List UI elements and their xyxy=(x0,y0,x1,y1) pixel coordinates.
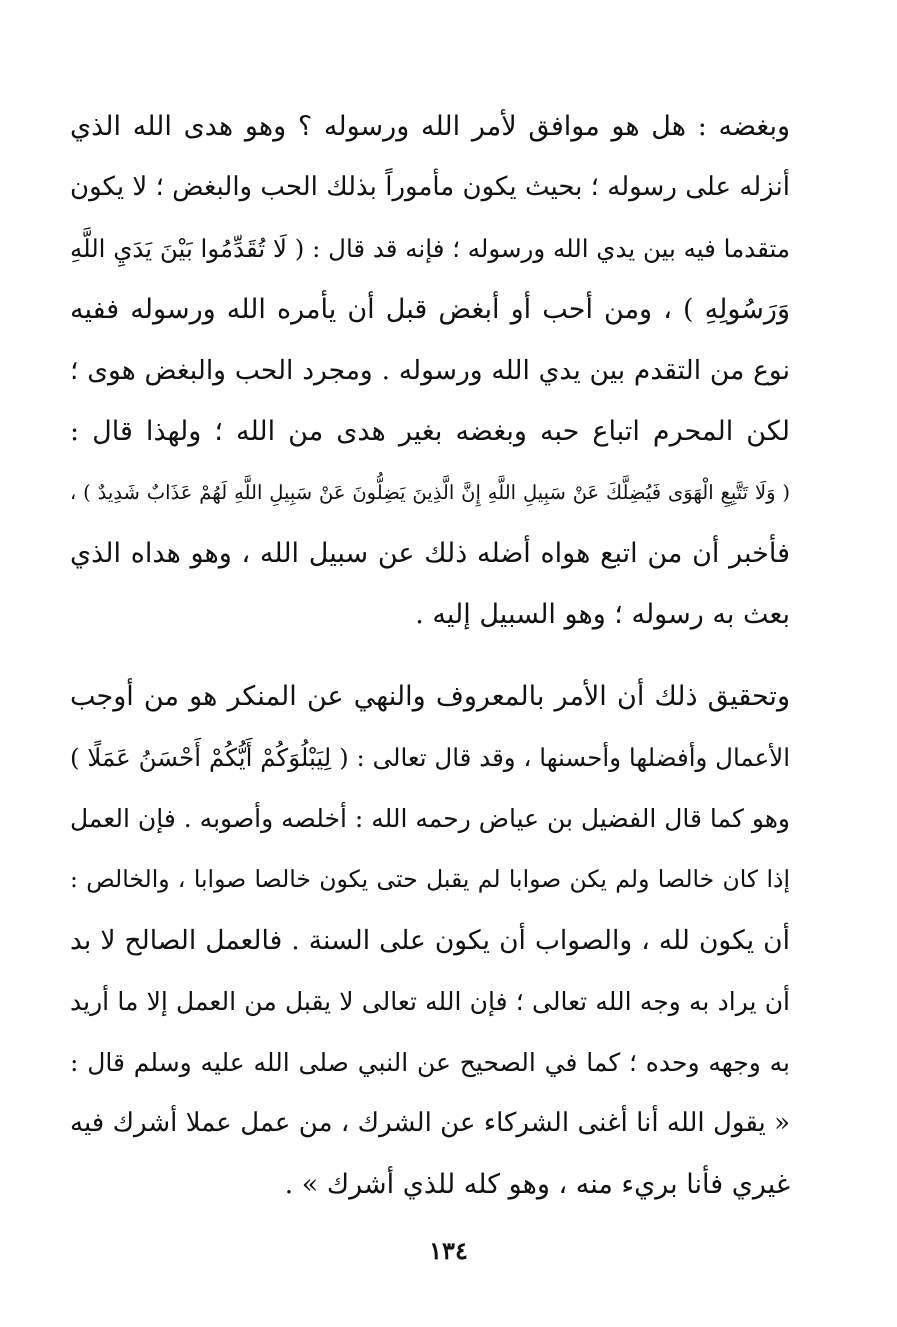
text-line: وهو كما قال الفضيل بن عياض رحمه الله : أخلصه وأصوبه . فإن العمل xyxy=(70,804,790,833)
quran-verse-line: ( وَلَا تَتَّبِعِ الْهَوَى فَيُضِلَّكَ عَنْ سَبِيلِ اللَّهِ إِنَّ الَّذِينَ يَضِلُّونَ عَنْ سَبِيلِ اللَّهِ لَهُمْ عَذَابٌ شَدِيدٌ ) ، xyxy=(70,481,790,504)
text-line: أن يراد به وجه الله تعالى ؛ فإن الله تعالى لا يقبل من العمل إلا ما أريد xyxy=(70,987,790,1016)
text-line: وبغضه : هل هو موافق لأمر الله ورسوله ؟ وهو هدى الله الذي xyxy=(70,111,790,142)
hadith-quote-line: « يقول الله أنا أغنى الشركاء عن الشرك ، من عمل عملا أشرك فيه xyxy=(70,1108,790,1138)
text-line: نوع من التقدم بين يدي الله ورسوله . ومجرد الحب والبغض هوى ؛ xyxy=(70,355,790,386)
text-line: إذا كان خالصا ولم يكن صوابا لم يقبل حتى يكون خالصا صوابا ، والخالص : xyxy=(70,865,790,893)
text-line: فأخبر أن من اتبع هواه أضله ذلك عن سبيل الله ، وهو هداه الذي xyxy=(70,538,790,569)
text-line-with-quran-quote: وَرَسُولِهِ ) ، ومن أحب أو أبغض قبل أن يأمره الله ورسوله ففيه xyxy=(70,294,790,325)
text-line: لكن المحرم اتباع حبه وبغضه بغير هدى من الله ؛ ولهذا قال : xyxy=(70,416,790,447)
hadith-quote-line: غيري فأنا بريء منه ، وهو كله للذي أشرك » . xyxy=(284,1169,790,1200)
text-line: وتحقيق ذلك أن الأمر بالمعروف والنهي عن المنكر هو من أوجب xyxy=(70,681,790,712)
text-line: أنزله على رسوله ؛ بحيث يكون مأموراً بذلك الحب والبغض ؛ لا يكون xyxy=(70,172,790,202)
paragraph-2 xyxy=(70,666,790,1215)
text-line: به وجهه وحده ؛ كما في الصحيح عن النبي صلى الله عليه وسلم قال : xyxy=(70,1048,790,1077)
text-line-with-quran-quote: الأعمال وأفضلها وأحسنها ، وقد قال تعالى : ( لِيَبْلُوَكُمْ أَيُّكُمْ أَحْسَنُ عَمَلًا ) xyxy=(70,743,790,772)
text-line: بعث به رسوله ؛ وهو السبيل إليه . xyxy=(415,599,790,630)
paragraph-1 xyxy=(70,96,790,645)
text-line: أن يكون لله ، والصواب أن يكون على السنة . فالعمل الصالح لا بد xyxy=(70,925,790,956)
text-line-with-quran-quote: متقدما فيه بين يدي الله ورسوله ؛ فإنه قد قال : ( لَا تُقَدِّمُوا بَيْنَ يَدَيِ اللَّهِ xyxy=(70,234,790,263)
page-number: ١٣٤ xyxy=(429,1236,468,1265)
